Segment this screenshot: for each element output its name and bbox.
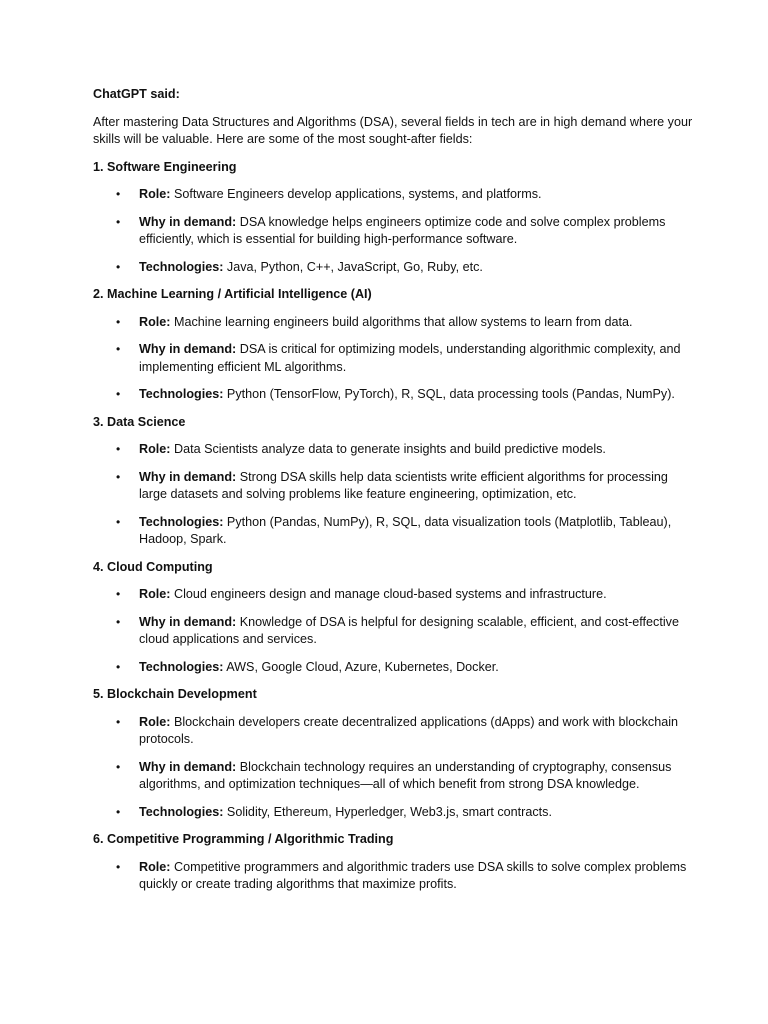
bullet-icon: •: [116, 187, 121, 201]
section-title: 1. Software Engineering: [93, 159, 237, 174]
bullet-icon: •: [116, 514, 121, 529]
item-label: Why in demand:: [139, 214, 237, 229]
item-text: Competitive programmers and algorithmic traders use DSA skills to solve complex problems quickly or create trading algorithms that maximize profits.: [139, 859, 687, 891]
bullet-icon: •: [116, 387, 121, 401]
item-text: Blockchain developers create decentralized applications (dApps) and work with blockchain protocols.: [139, 714, 679, 746]
item-label: Why in demand:: [139, 342, 237, 356]
list-item: [93, 259, 693, 277]
intro-paragraph: After mastering Data Structures and Algorithms (DSA), several fields in tech are in high demand where your skills will be valuable. Here are some of the most sought-after fields:: [93, 114, 693, 146]
item-text: Software Engineers develop applications, systems, and platforms.: [170, 187, 542, 201]
section-bullet-list: [93, 714, 693, 822]
item-label: Why in demand:: [139, 759, 237, 774]
document-page: [93, 86, 693, 904]
bullet-icon: •: [116, 614, 121, 629]
list-item: [93, 386, 693, 404]
item-label: Role:: [139, 442, 171, 456]
bullet-icon: •: [116, 259, 121, 274]
bullet-icon: •: [116, 804, 121, 819]
section-bullet-list: [93, 314, 693, 404]
bullet-icon: •: [116, 714, 121, 729]
bullet-icon: •: [116, 314, 121, 329]
item-text: AWS, Google Cloud, Azure, Kubernetes, Docker.: [223, 659, 499, 674]
item-label: Role:: [139, 587, 171, 601]
section-bullet-list: [93, 859, 693, 894]
item-label: Why in demand:: [139, 614, 237, 629]
item-label: Role:: [139, 314, 171, 329]
list-item: [93, 586, 693, 604]
section-bullet-list: [93, 586, 693, 676]
item-text: Python (Pandas, NumPy), R, SQL, data visualization tools (Matplotlib, Tableau), Hadoop, Spark.: [139, 514, 672, 546]
list-item: [93, 441, 693, 459]
item-text: Cloud engineers design and manage cloud-based systems and infrastructure.: [170, 587, 607, 601]
section-bullet-list: [93, 186, 693, 276]
bullet-icon: •: [116, 469, 121, 484]
section-title: 6. Competitive Programming / Algorithmic Trading: [93, 832, 394, 846]
item-text: DSA knowledge helps engineers optimize code and solve complex problems efficiently, which is essential for building high-performance software.: [139, 214, 666, 246]
list-item: [93, 859, 693, 894]
list-item: [93, 614, 693, 649]
item-text: Java, Python, C++, JavaScript, Go, Ruby, etc.: [223, 259, 483, 274]
item-text: Data Scientists analyze data to generate insights and build predictive models.: [170, 442, 606, 456]
item-text: Python (TensorFlow, PyTorch), R, SQL, data processing tools (Pandas, NumPy).: [223, 387, 675, 401]
section-title: 5. Blockchain Development: [93, 687, 257, 701]
list-item: [93, 759, 693, 794]
bullet-icon: •: [116, 214, 121, 229]
item-text: Knowledge of DSA is helpful for designing scalable, efficient, and cost-effective cloud applications and services.: [139, 614, 679, 646]
bullet-icon: •: [116, 342, 121, 356]
section-title: 4. Cloud Computing: [93, 559, 213, 574]
bullet-icon: •: [116, 659, 121, 674]
bullet-icon: •: [116, 759, 121, 774]
section-bullet-list: [93, 441, 693, 549]
item-text: Strong DSA skills help data scientists write efficient algorithms for processing large datasets and solving problems like feature engineering, optimization, etc.: [139, 469, 668, 501]
list-item: [93, 514, 693, 549]
list-item: [93, 714, 693, 749]
bullet-icon: •: [116, 587, 121, 601]
item-text: Machine learning engineers build algorithms that allow systems to learn from data.: [170, 314, 633, 329]
item-label: Why in demand:: [139, 469, 237, 484]
list-item: [93, 186, 693, 204]
list-item: [93, 469, 693, 504]
item-label: Role:: [139, 859, 171, 874]
bullet-icon: •: [116, 442, 121, 456]
item-label: Technologies:: [139, 804, 224, 819]
item-text: Blockchain technology requires an understanding of cryptography, consensus algorithms, and optimization techniques—all of which benefit from strong DSA knowledge.: [139, 759, 672, 791]
item-text: DSA is critical for optimizing models, understanding algorithmic complexity, and implementing efficient ML algorithms.: [139, 342, 681, 374]
section-title: 3. Data Science: [93, 414, 186, 429]
list-item: [93, 341, 693, 376]
list-item: [93, 659, 693, 677]
section-title: 2. Machine Learning / Artificial Intelligence (AI): [93, 287, 372, 301]
item-label: Role:: [139, 187, 171, 201]
chat-header: ChatGPT said:: [93, 87, 180, 101]
list-item: [93, 214, 693, 249]
item-label: Technologies:: [139, 659, 224, 674]
item-label: Technologies:: [139, 514, 224, 529]
sections-container: [93, 159, 693, 894]
list-item: [93, 804, 693, 822]
list-item: [93, 314, 693, 332]
item-text: Solidity, Ethereum, Hyperledger, Web3.js, smart contracts.: [223, 804, 552, 819]
bullet-icon: •: [116, 859, 121, 874]
item-label: Technologies:: [139, 259, 224, 274]
item-label: Role:: [139, 714, 171, 729]
item-label: Technologies:: [139, 387, 224, 401]
